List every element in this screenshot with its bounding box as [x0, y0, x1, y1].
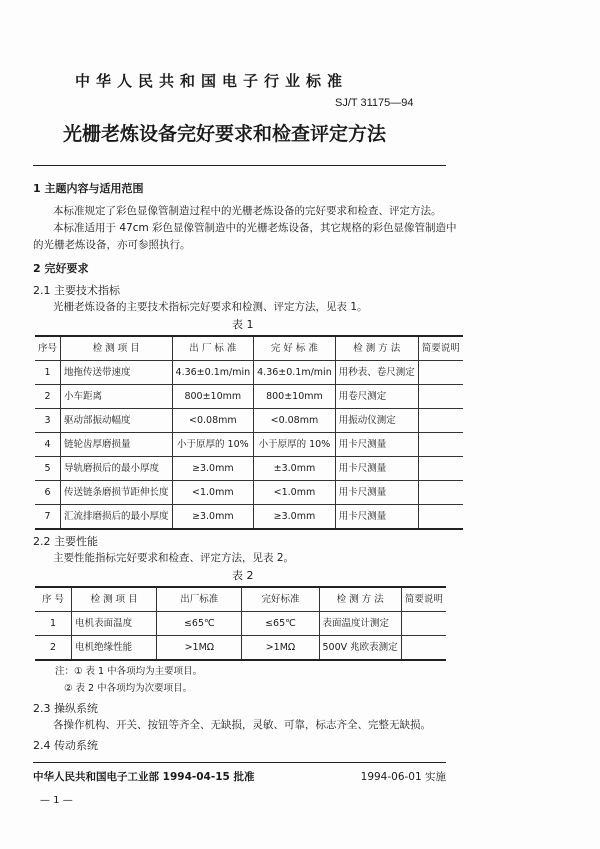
column-header: 出 厂 标 准	[172, 336, 254, 361]
section-2-3-heading: 2.3 操纵系统	[33, 702, 98, 715]
table-2	[35, 586, 446, 661]
column-header: 完 好 标 准	[254, 336, 336, 361]
table-header-row	[35, 587, 446, 612]
table-cell: 6	[35, 481, 61, 505]
paragraph: 主要性能指标完好要求和检查、评定方法，见表 2。	[53, 552, 295, 564]
note-2: ② 表 2 中各项均为次要项目。	[64, 683, 193, 694]
table-cell: >1MΩ	[242, 636, 319, 661]
paragraph: 本标准规定了彩色显像管制造过程中的光栅老炼设备的完好要求和检查、评定方法。	[53, 205, 442, 217]
table-cell	[418, 385, 463, 409]
table-cell: 4.36±0.1m/min	[254, 361, 336, 385]
table-cell: 电机绝缘性能	[72, 636, 157, 661]
table-cell: 导轨磨损后的最小厚度	[61, 457, 173, 481]
column-header: 检 测 方 法	[319, 587, 401, 612]
table-cell: 800±10mm	[254, 385, 336, 409]
table-header-row	[35, 336, 463, 361]
table-cell: <1.0mm	[172, 481, 254, 505]
table-cell	[418, 361, 463, 385]
table-1	[35, 335, 463, 530]
column-header: 检 测 方 法	[335, 336, 418, 361]
table-cell	[401, 612, 446, 636]
table-row	[35, 385, 463, 409]
column-header: 检 测 项 目	[72, 587, 157, 612]
table-cell: <0.08mm	[254, 409, 336, 433]
table-cell: 1	[35, 361, 61, 385]
footer	[33, 769, 446, 786]
table-cell: 1	[35, 612, 72, 636]
footer-rule	[33, 762, 446, 763]
table-cell: 2	[35, 385, 61, 409]
column-header: 检 测 项 目	[61, 336, 173, 361]
table-cell: 传送链条磨损节距伸长度	[61, 481, 173, 505]
table-cell: ≥3.0mm	[254, 505, 336, 530]
table-cell: 小于原厚的 10%	[172, 433, 254, 457]
paragraph: 本标准适用于 47cm 彩色显像管制造中的光栅老炼设备，其它规格的彩色显像管制造中	[53, 222, 457, 234]
table-cell: 驱动部振动幅度	[61, 409, 173, 433]
implementation-date: 1994-06-01 实施	[360, 771, 446, 783]
table-cell: 4.36±0.1m/min	[172, 361, 254, 385]
paragraph: 各操作机构、开关、按钮等齐全、无缺损，灵敏、可靠，标志齐全、完整无缺损。	[53, 719, 431, 731]
paragraph: 光栅老炼设备的主要技术指标完好要求和检测、评定方法，见表 1。	[53, 301, 368, 313]
note-1: 注：① 表 1 中各项均为主要项目。	[55, 666, 203, 677]
table-cell: 用卡尺测量	[335, 457, 418, 481]
table-cell: 800±10mm	[172, 385, 254, 409]
table-cell	[418, 481, 463, 505]
table-cell: 5	[35, 457, 61, 481]
table-cell: 500V 兆欧表测定	[319, 636, 401, 661]
table-cell: ±3.0mm	[254, 457, 336, 481]
table-cell: >1MΩ	[157, 636, 242, 661]
table-row	[35, 481, 463, 505]
table-cell: 地拖传送带速度	[61, 361, 173, 385]
table-cell: ≤65℃	[157, 612, 242, 636]
table-1-caption: 表 1	[232, 318, 254, 331]
section-1-heading: 1 主题内容与适用范围	[33, 182, 144, 195]
table-row	[35, 636, 446, 661]
column-header: 简要说明	[401, 587, 446, 612]
table-cell: <1.0mm	[254, 481, 336, 505]
table-cell: 链轮齿厚磨损量	[61, 433, 173, 457]
section-2-2-heading: 2.2 主要性能	[33, 535, 98, 548]
page-number: — 1 —	[40, 795, 73, 806]
table-cell: 2	[35, 636, 72, 661]
table-row	[35, 433, 463, 457]
approval-info: 中华人民共和国电子工业部 1994-04-15 批准	[33, 771, 255, 783]
table-cell: 小于原厚的 10%	[254, 433, 336, 457]
table-cell	[418, 505, 463, 530]
table-row	[35, 612, 446, 636]
table-row	[35, 457, 463, 481]
table-cell: 用卷尺测定	[335, 385, 418, 409]
table-cell: ≥3.0mm	[172, 457, 254, 481]
table-cell	[401, 636, 446, 661]
document-title: 光栅老炼设备完好要求和检查评定方法	[63, 123, 387, 145]
table-cell	[418, 457, 463, 481]
table-cell: 汇流排磨损后的最小厚度	[61, 505, 173, 530]
table-cell: 用卡尺测量	[335, 505, 418, 530]
column-header: 序号	[35, 336, 61, 361]
table-cell: 小车距离	[61, 385, 173, 409]
table-cell: 用振动仪测定	[335, 409, 418, 433]
standard-code: SJ/T 31175—94	[335, 97, 414, 109]
table-row	[35, 409, 463, 433]
table-cell: 电机表面温度	[72, 612, 157, 636]
section-2-4-heading: 2.4 传动系统	[33, 739, 98, 752]
table-cell: ≥3.0mm	[172, 505, 254, 530]
table-row	[35, 505, 463, 530]
column-header: 简要说明	[418, 336, 463, 361]
paragraph: 的光栅老炼设备，亦可参照执行。	[33, 239, 191, 251]
column-header: 完好标准	[242, 587, 319, 612]
document-body	[33, 176, 463, 808]
table-cell	[418, 433, 463, 457]
standard-name: 中华人民共和国电子行业标准	[75, 72, 349, 90]
header-rule	[33, 165, 446, 166]
column-header: 出厂标准	[157, 587, 242, 612]
column-header: 序 号	[35, 587, 72, 612]
table-cell: 用秒表、卷尺测定	[335, 361, 418, 385]
table-cell: 用卡尺测量	[335, 481, 418, 505]
table-cell: 4	[35, 433, 61, 457]
section-2-1-heading: 2.1 主要技术指标	[33, 284, 120, 297]
table-cell: 7	[35, 505, 61, 530]
section-2-heading: 2 完好要求	[33, 262, 89, 275]
table-cell: 3	[35, 409, 61, 433]
table-cell: ≤65℃	[242, 612, 319, 636]
table-cell: <0.08mm	[172, 409, 254, 433]
table-cell: 表面温度计测定	[319, 612, 401, 636]
table-row	[35, 361, 463, 385]
table-2-caption: 表 2	[232, 569, 254, 582]
table-cell	[418, 409, 463, 433]
table-cell: 用卡尺测量	[335, 433, 418, 457]
